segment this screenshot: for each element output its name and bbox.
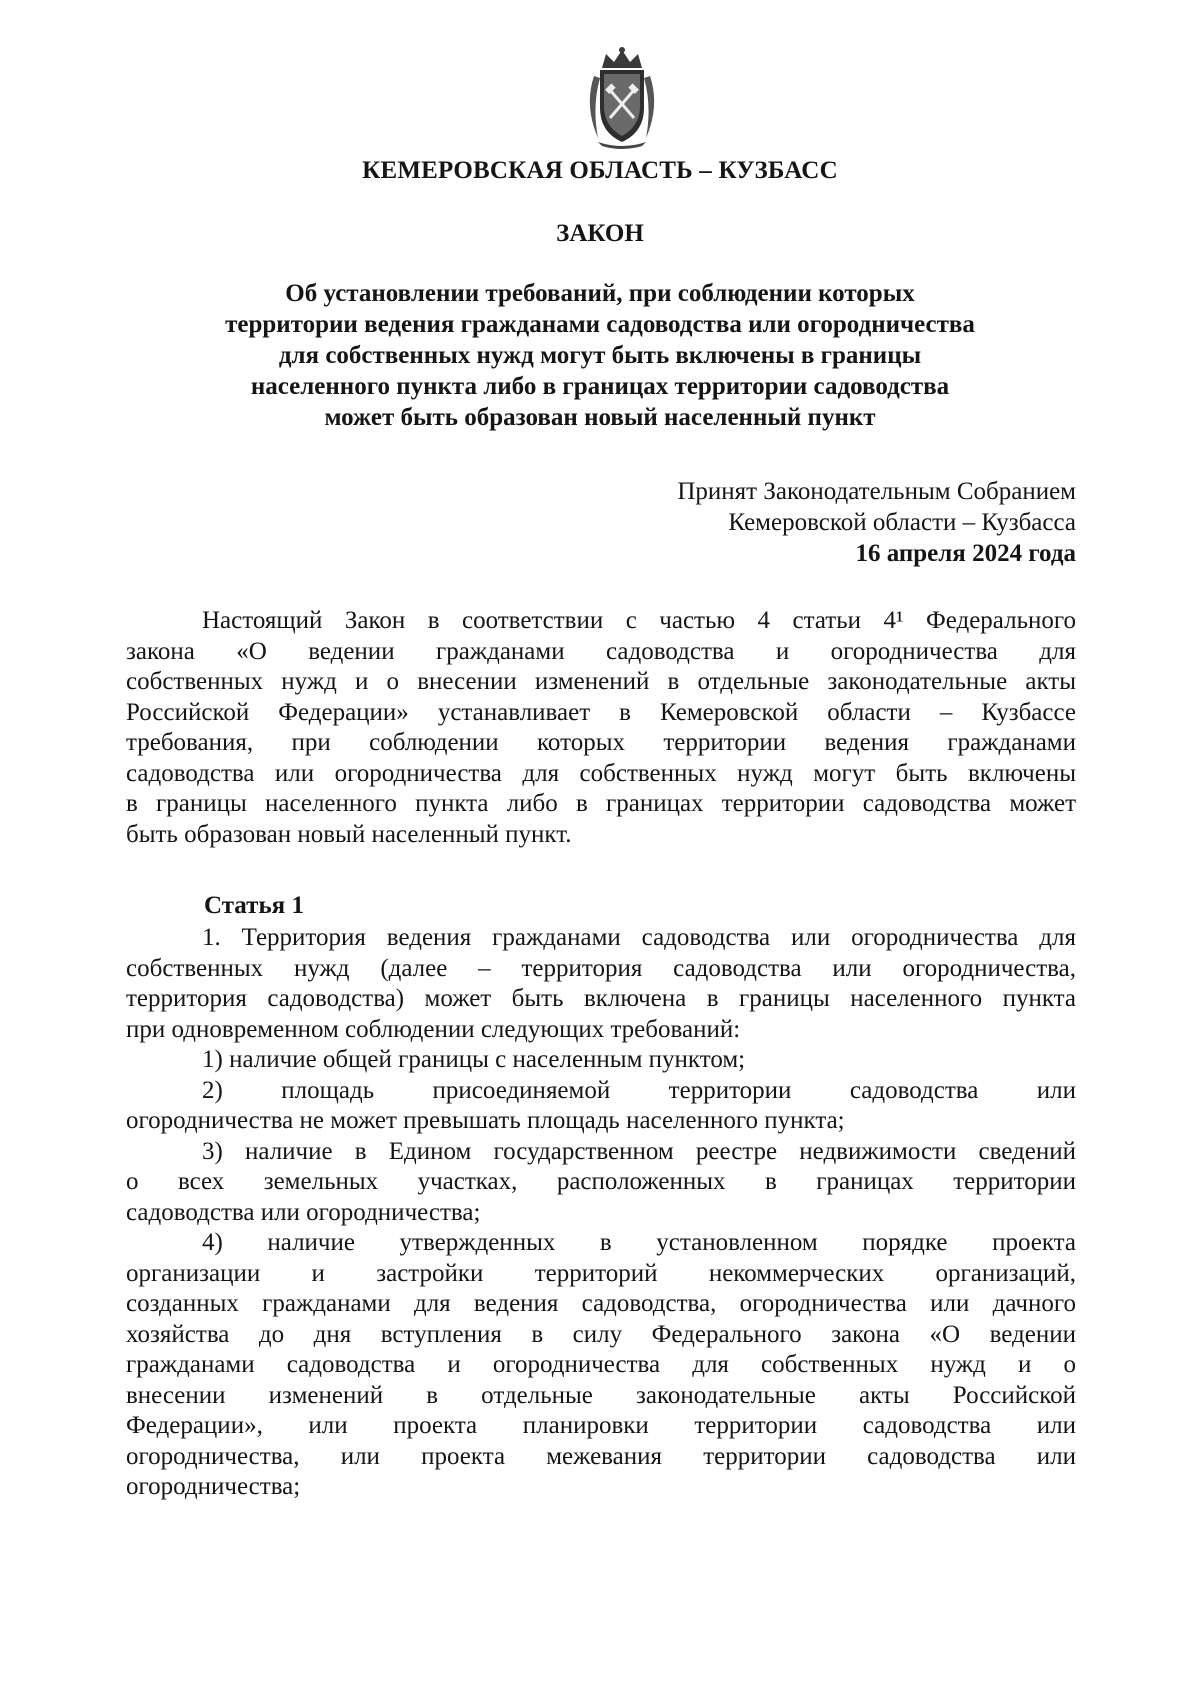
article-line: о всех земельных участках, расположенных в границах территории: [126, 1168, 1076, 1195]
region-name: КЕМЕРОВСКАЯ ОБЛАСТЬ – КУЗБАСС: [362, 157, 838, 184]
article-line: 2) площадь присоединяемой территории садоводства или: [202, 1076, 1076, 1104]
preamble-line: требования, при соблюдении которых территории ведения гражданами: [126, 729, 1076, 756]
article-line: внесении изменений в отдельные законодательные акты Российской: [126, 1381, 1076, 1409]
article-line: при одновременном соблюдении следующих требований:: [126, 1015, 741, 1043]
law-title-line: Об установлении требований, при соблюдении которых: [285, 280, 915, 307]
preamble-line: садоводства или огородничества для собственных нужд могут быть включены: [126, 759, 1076, 787]
article-line: огородничества не может превышать площадь населенного пункта;: [126, 1107, 845, 1134]
article-line: огородничества, или проекта межевания территории садоводства или: [126, 1442, 1076, 1470]
document-type: ЗАКОН: [556, 220, 644, 247]
preamble-line: быть образован новый населенный пункт.: [126, 820, 572, 848]
preamble-line: собственных нужд и о внесении изменений в отдельные законодательные акты: [126, 668, 1076, 695]
preamble-line: в границы населенного пункта либо в границах территории садоводства может: [126, 790, 1076, 817]
adoption-line: Принят Законодательным Собранием: [677, 478, 1076, 505]
article-line: хозяйства до дня вступления в силу Федерального закона «О ведении: [126, 1320, 1076, 1348]
law-title-line: населенного пункта либо в границах территории садоводства: [250, 373, 950, 400]
law-title-line: для собственных нужд могут быть включены в границы: [278, 342, 922, 369]
article-line: организации и застройки территорий некоммерческих организаций,: [126, 1259, 1076, 1287]
preamble-line: Настоящий Закон в соответствии с частью 4 статьи 4¹ Федерального: [202, 607, 1076, 634]
article-line: территория садоводства) может быть включена в границы населенного пункта: [126, 985, 1076, 1012]
article-line: садоводства или огородничества;: [126, 1198, 481, 1226]
article-line: 3) наличие в Едином государственном реестре недвижимости сведений: [202, 1137, 1076, 1165]
article-heading: Статья 1: [204, 892, 304, 919]
article-body: [126, 923, 1076, 1503]
adoption-note: [677, 476, 1076, 569]
preamble-line: закона «О ведении гражданами садоводства и огородничества для: [126, 637, 1076, 665]
law-title-line: может быть образован новый населенный пункт: [324, 404, 876, 431]
article-line: гражданами садоводства и огородничества для собственных нужд и о: [126, 1351, 1076, 1378]
article-line: огородничества;: [126, 1473, 301, 1500]
adoption-line: Кемеровской области – Кузбасса: [728, 509, 1076, 536]
preamble-line: Российской Федерации» устанавливает в Кемеровской области – Кузбассе: [126, 698, 1076, 726]
article-line: 1. Территория ведения гражданами садоводства или огородничества для: [202, 924, 1076, 951]
article-line: 4) наличие утвержденных в установленном порядке проекта: [202, 1229, 1076, 1256]
article-line: 1) наличие общей границы с населенным пунктом;: [202, 1046, 746, 1073]
adoption-date: 16 апреля 2024 года: [855, 540, 1076, 567]
law-title-line: территории ведения гражданами садоводства или огородничества: [225, 311, 975, 338]
preamble: [126, 606, 1076, 850]
article-line: собственных нужд (далее – территория садоводства или огородничества,: [126, 954, 1076, 982]
law-title: [150, 278, 1050, 433]
article-line: Федерации», или проекта планировки территории садоводства или: [126, 1412, 1076, 1439]
coat-of-arms-icon: [582, 46, 662, 150]
article-line: созданных гражданами для ведения садоводства, огородничества или дачного: [126, 1290, 1076, 1317]
